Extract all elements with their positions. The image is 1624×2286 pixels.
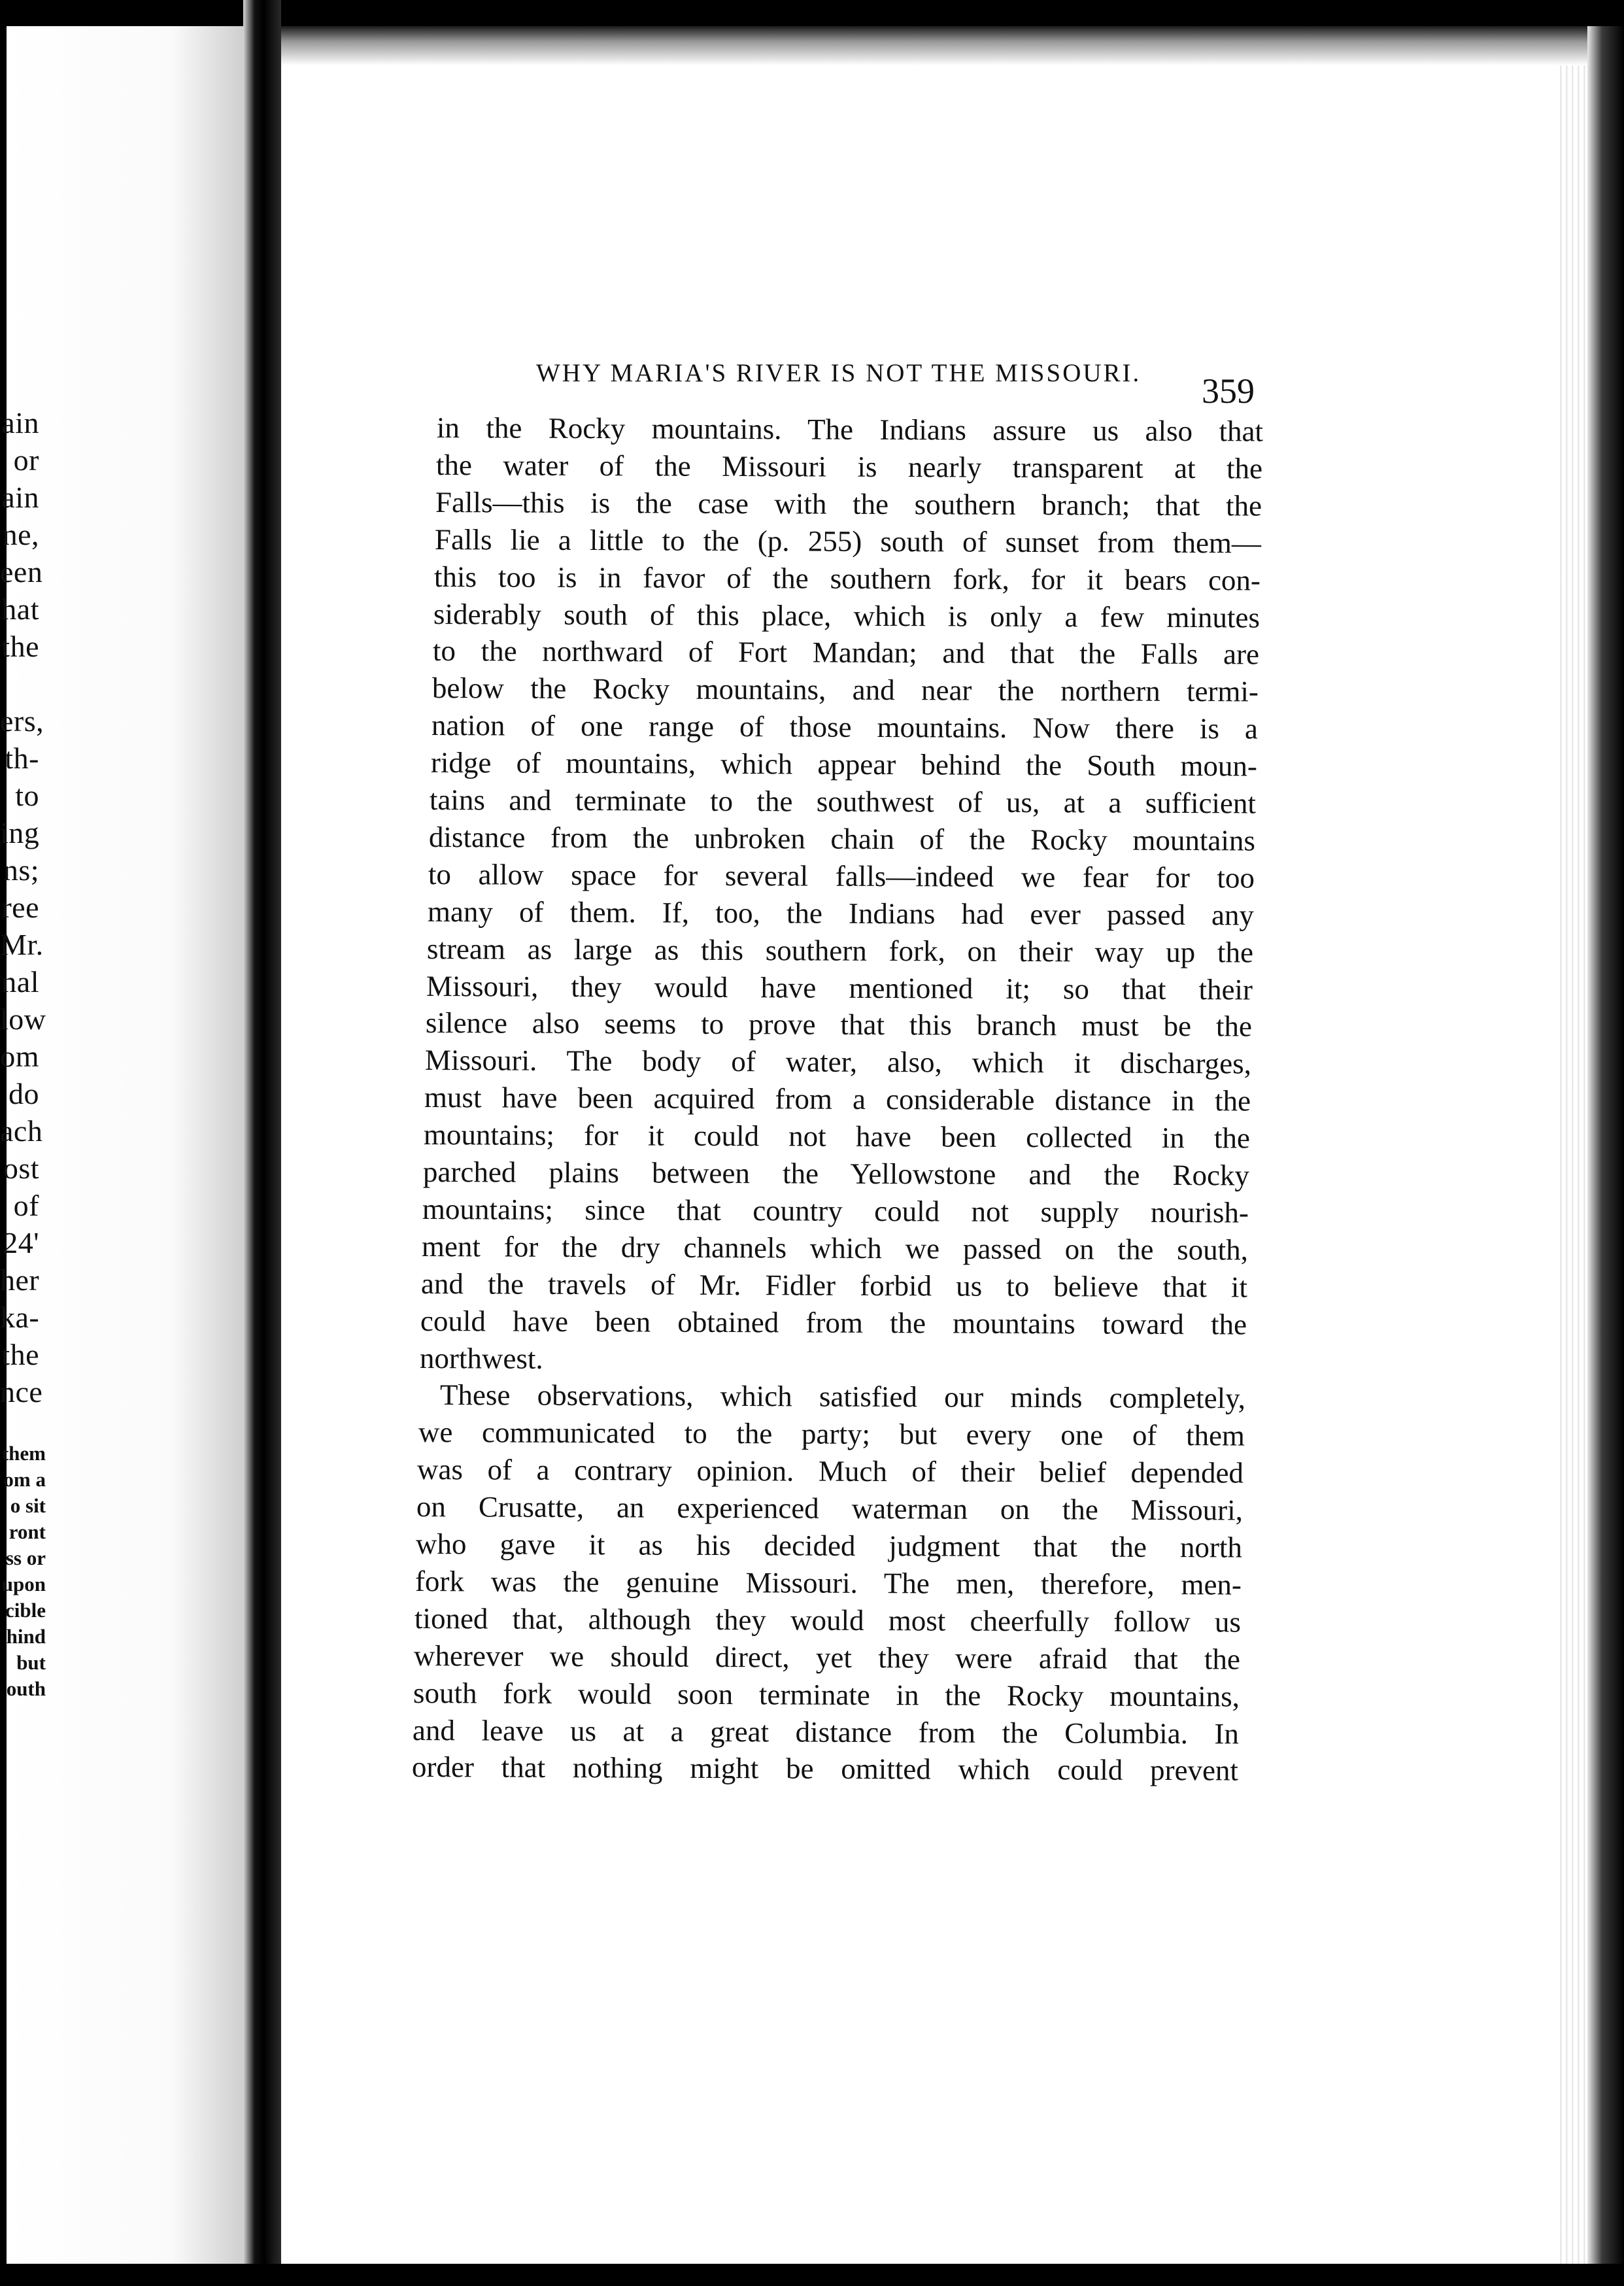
text-line: tains and terminate to the southwest of us, at a sufficient bbox=[430, 783, 1257, 820]
text-line: to the northward of Fort Mandan; and that the Falls are bbox=[432, 634, 1259, 671]
text-line: and the travels of Mr. Fidler forbid us to believe that it bbox=[420, 1267, 1247, 1304]
left-page-line-fragment: ers, bbox=[0, 704, 44, 738]
left-page-line-fragment: th- bbox=[5, 742, 39, 775]
left-page-line-fragment: Mr. bbox=[0, 928, 44, 961]
left-page-footnote-fragment: outh bbox=[6, 1677, 46, 1700]
text-line: wherever we should direct, yet they were afraid that the bbox=[414, 1639, 1241, 1676]
text-line: in the Rocky mountains. The Indians assure us also that bbox=[436, 411, 1264, 448]
text-line: many of them. If, too, the Indians had ever passed any bbox=[428, 895, 1255, 932]
left-page-footnote-fragment: but bbox=[16, 1651, 46, 1674]
text-line: and leave us at a great distance from the Columbia. In bbox=[412, 1713, 1240, 1750]
text-line: nation of one range of those mountains. Now there is a bbox=[431, 709, 1258, 745]
left-page-line-fragment: ka- bbox=[0, 1301, 40, 1334]
left-page-line-fragment: her bbox=[0, 1263, 40, 1297]
text-line: Missouri. The body of water, also, which it discharges, bbox=[424, 1044, 1252, 1080]
text-line: ridge of mountains, which appear behind the South moun- bbox=[430, 746, 1257, 783]
left-page-line-fragment: ain bbox=[1, 406, 39, 439]
left-page-line-fragment: nal bbox=[1, 965, 39, 998]
left-page-line-fragment: hat bbox=[1, 592, 39, 626]
left-page-footnote-fragment: ss or bbox=[5, 1546, 46, 1569]
text-line: northwest. bbox=[419, 1341, 543, 1375]
text-line: silence also seems to prove that this branch must be the bbox=[426, 1006, 1253, 1043]
left-page-line-fragment: low bbox=[0, 1002, 46, 1036]
left-page-line-fragment: or bbox=[13, 443, 39, 477]
text-line: order that nothing might be omitted which could prevent bbox=[411, 1750, 1239, 1787]
left-page-line-fragment: ain bbox=[1, 481, 39, 514]
left-page-footnote-fragment: ront bbox=[8, 1520, 46, 1543]
text-line: stream as large as this southern fork, on their way up the bbox=[427, 932, 1254, 969]
text-line: below the Rocky mountains, and near the northern termi- bbox=[431, 672, 1259, 708]
left-page-line-fragment: ne, bbox=[2, 518, 39, 551]
left-page-line-fragment: ost bbox=[3, 1152, 39, 1185]
top-page-shadow bbox=[281, 26, 1587, 65]
left-page-line-fragment: ree bbox=[1, 891, 39, 924]
left-page-line-fragment: ach bbox=[0, 1114, 43, 1148]
text-line: mountains; for it could not have been collected in the bbox=[423, 1118, 1251, 1155]
left-page-line-fragment: the bbox=[1, 1338, 39, 1371]
text-line: this too is in favor of the southern fork, for it bears con- bbox=[433, 560, 1260, 597]
page-edges bbox=[1556, 65, 1587, 2264]
text-line: on Crusatte, an experienced waterman on the Missouri, bbox=[416, 1490, 1243, 1527]
text-line: must have been acquired from a considerable distance in the bbox=[424, 1081, 1251, 1117]
scan-border-bottom bbox=[0, 2264, 1624, 2286]
left-page-footnote-fragment: cible bbox=[5, 1599, 46, 1622]
left-page-line-fragment: om bbox=[0, 1040, 39, 1073]
left-page-footnote-fragment: om a bbox=[3, 1468, 46, 1491]
text-line: siderably south of this place, which is only a few minutes bbox=[433, 597, 1260, 634]
left-page-line-fragment: nce bbox=[0, 1375, 43, 1408]
text-line: Falls lie a little to the (p. 255) south of sunset from them— bbox=[434, 522, 1261, 560]
text-line: Missouri, they would have mentioned it; so that their bbox=[426, 969, 1253, 1006]
text-line: distance from the unbroken chain of the Rocky mountains bbox=[429, 820, 1256, 857]
text-line: mountains; since that country could not supply nourish- bbox=[422, 1192, 1249, 1229]
text-line: south fork would soon terminate in the Rocky mountains, bbox=[413, 1676, 1240, 1713]
text-line: who gave it as his decided judgment that the north bbox=[416, 1527, 1243, 1564]
text-line: was of a contrary opinion. Much of their belief depended bbox=[417, 1453, 1244, 1490]
text-line: could have been obtained from the mountains toward the bbox=[420, 1304, 1247, 1341]
text-line: ment for the dry channels which we passed on the south, bbox=[421, 1229, 1248, 1267]
left-page-footnote-fragment: o sit bbox=[10, 1494, 46, 1517]
left-page-line-fragment: to bbox=[15, 779, 39, 812]
text-line: These observations, which satisfied our minds completely, bbox=[439, 1378, 1245, 1415]
left-page-footnote-fragment: them bbox=[1, 1442, 46, 1465]
left-page-line-fragment: 24' bbox=[3, 1226, 39, 1259]
left-page-line-fragment: ns; bbox=[3, 853, 39, 887]
left-page-footnote-fragment: hind bbox=[6, 1625, 46, 1648]
text-line: parched plains between the Yellowstone and the Rocky bbox=[422, 1155, 1249, 1192]
scan-border-right bbox=[1587, 26, 1624, 2264]
text-line: to allow space for several falls—indeed we fear for too bbox=[428, 857, 1255, 895]
left-page-line-fragment: ing bbox=[0, 816, 40, 849]
left-page-line-fragment: of bbox=[13, 1189, 39, 1222]
text-line: fork was the genuine Missouri. The men, therefore, men- bbox=[415, 1564, 1242, 1601]
text-line: Falls—this is the case with the southern branch; that the bbox=[435, 485, 1262, 522]
text-line: tioned that, although they would most cheerfully follow us bbox=[414, 1601, 1242, 1639]
text-line: we communicated to the party; but every one of them bbox=[418, 1416, 1245, 1452]
page-number: 359 bbox=[1202, 371, 1255, 411]
running-head: WHY MARIA'S RIVER IS NOT THE MISSOURI. bbox=[536, 359, 1142, 387]
left-page-line-fragment: een bbox=[0, 555, 43, 589]
left-page-line-fragment: do bbox=[8, 1077, 39, 1110]
book-gutter bbox=[243, 0, 281, 2286]
left-page-footnote-fragment: upon bbox=[1, 1573, 46, 1595]
text-line: the water of the Missouri is nearly transparent at the bbox=[435, 448, 1263, 485]
left-page-line-fragment: the bbox=[1, 630, 39, 663]
